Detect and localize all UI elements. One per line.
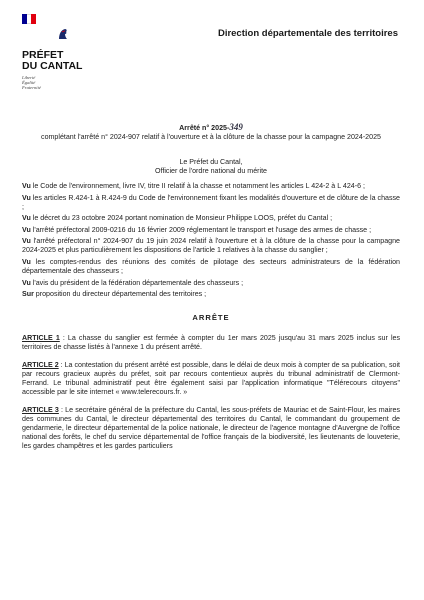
article-text: : La contestation du présent arrêté est possible, dans le délai de deux mois à compter de sa publication, soit par recours gracieux auprès du préfet, soit par recours contentieux auprès du tribunal administratif de Clermont-Ferrand. Le tribunal administratif peut être également saisi par l'application informatique "Télérecours citoyens" accessible par le site internet « www.telerecours.fr. » bbox=[22, 361, 400, 397]
logo-line1: PRÉFET bbox=[22, 49, 64, 61]
article-label: ARTICLE 3 bbox=[22, 406, 59, 415]
article-1 bbox=[22, 334, 400, 352]
vu-text: les comptes-rendus des réunions des comités de pilotage des secteurs administrateurs de la fédération départementale des chasseurs ; bbox=[22, 257, 400, 275]
motto-word: Fraternité bbox=[22, 85, 41, 91]
vu-text: le décret du 23 octobre 2024 portant nomination de Monsieur Philippe LOOS, préfet du Cantal ; bbox=[30, 214, 333, 223]
article-text: : La chasse du sanglier est fermée à compter du 1er mars 2025 jusqu'au 31 mars 2025 inclus sur les territoires de chasse listés à l'annexe 1 du présent arrêté. bbox=[22, 334, 401, 352]
vu-item bbox=[22, 258, 400, 276]
article-3 bbox=[22, 406, 400, 451]
flag-red bbox=[31, 14, 36, 24]
arrete-heading: ARRÊTE bbox=[192, 313, 230, 323]
vu-text: proposition du directeur départemental des territoires ; bbox=[33, 290, 207, 299]
vu-lead: Vu bbox=[22, 214, 31, 223]
vu-item bbox=[22, 214, 400, 223]
article-2 bbox=[22, 361, 400, 397]
decree-number: 349 bbox=[229, 122, 243, 132]
decree-title bbox=[22, 123, 400, 133]
motto-word: Liberté bbox=[22, 75, 36, 80]
marianne-icon bbox=[58, 28, 68, 40]
motto-word: Égalité bbox=[22, 80, 36, 86]
article-label: ARTICLE 2 bbox=[22, 361, 59, 370]
decree-subject: complétant l'arrêté n° 2024-907 relatif à l'ouverture et à la clôture de la chasse pour la campagne 2024-2025 bbox=[41, 133, 381, 141]
decree-title-prefix: Arrêté n° 2025- bbox=[179, 124, 230, 132]
vu-item bbox=[22, 226, 400, 235]
document-body bbox=[22, 123, 400, 460]
article-text: : Le secrétaire général de la préfecture du Cantal, les sous-préfets de Mauriac et de Saint-Flour, les maires des communes du Cantal, le directeur départemental des territoires du Cantal, le commandant du groupement de gendarmerie, le directeur départemental de la police nationale, le directeur de l'agence montagne d'Auvergne de l'office national des forêts, le chef du service départemental de l'office français de la biodiversité, les lieutenants de louveterie, les gardes champêtres et les gardes particuliers bbox=[22, 406, 400, 451]
vu-lead: Vu bbox=[22, 257, 31, 266]
vu-text: l'avis du président de la fédération départementale des chasseurs ; bbox=[30, 278, 244, 287]
vu-lead: Vu bbox=[22, 193, 31, 202]
vu-lead: Vu bbox=[22, 237, 31, 246]
vu-item bbox=[22, 290, 400, 299]
vu-lead: Sur bbox=[22, 290, 34, 299]
vu-list bbox=[22, 182, 400, 299]
vu-item bbox=[22, 279, 400, 288]
vu-text: les articles R.424-1 à R.424-9 du Code de l'environnement fixant les modalités d'ouverture et de clôture de la chasse ; bbox=[22, 193, 400, 211]
vu-text: l'arrêté préfectoral n° 2024-907 du 19 juin 2024 relatif à l'ouverture et à la clôture de la chasse pour la campagne 2024-2025 et plus particulièrement les dispositions de l'article 1 relatives à la chasse du sanglier ; bbox=[22, 237, 400, 255]
republic-motto bbox=[22, 75, 102, 91]
vu-lead: Vu bbox=[22, 278, 31, 287]
vu-lead: Vu bbox=[22, 225, 31, 234]
prefecture-logo bbox=[22, 14, 102, 91]
authority-title: Officier de l'ordre national du mérite bbox=[154, 167, 268, 175]
logo-title bbox=[22, 50, 102, 72]
vu-lead: Vu bbox=[22, 182, 31, 190]
vu-item bbox=[22, 194, 400, 212]
vu-text: le Code de l'environnement, livre IV, titre II relatif à la chasse et notamment les articles L 424-2 à L 424-6 ; bbox=[30, 182, 365, 190]
authority-name: Le Préfet du Cantal, bbox=[179, 158, 243, 166]
flag-icon bbox=[22, 14, 36, 24]
vu-item bbox=[22, 182, 400, 191]
article-label: ARTICLE 1 bbox=[22, 334, 60, 343]
logo-line2: DU CANTAL bbox=[22, 60, 83, 72]
department-name: Direction départementale des territoires bbox=[217, 28, 398, 39]
vu-text: l'arrêté préfectoral 2009-0216 du 16 février 2009 réglementant le transport et l'usage des armes de chasse ; bbox=[30, 225, 372, 234]
vu-item bbox=[22, 237, 400, 255]
